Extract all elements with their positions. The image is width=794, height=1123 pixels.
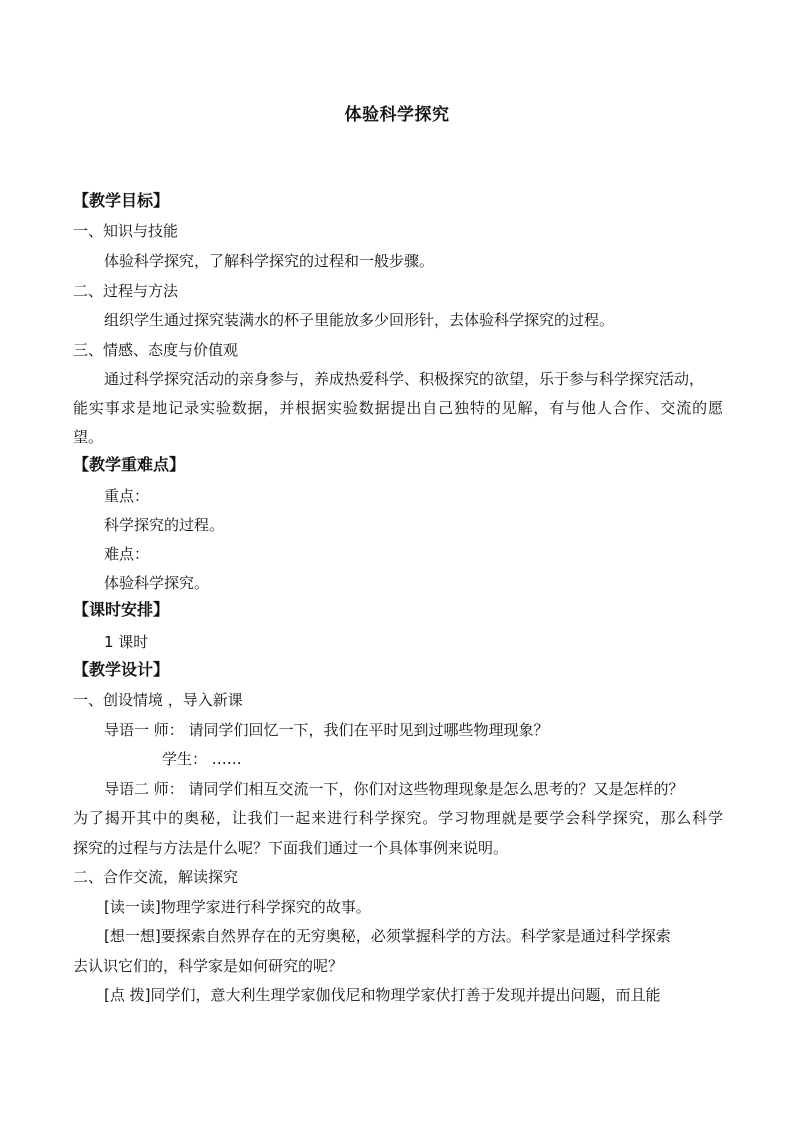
goal-knowledge-text: 体验科学探究，了解科学探究的过程和一般步骤。	[104, 252, 435, 270]
design-part-2-line-2: [想一想]要探索自然界存在的无穷奥秘，必须掌握科学的方法。科学家是通过科学探索	[104, 927, 671, 945]
design-part-2-line-1: [读一读]物理学家进行科学探究的故事。	[104, 898, 371, 916]
design-heading: 【教学设计】	[73, 660, 170, 679]
design-part-1-line-4: 为了揭开其中的奥秘，让我们一起来进行科学探究。学习物理就是要学会科学探究，那么科学	[73, 809, 723, 827]
difficult-point-label: 难点：	[104, 545, 150, 563]
design-part-1-line-2: 学生： ……	[162, 750, 242, 768]
design-part-1-title: 一、创设情境 ，导入新课	[73, 691, 243, 709]
goal-process-text: 组织学生通过探究装满水的杯子里能放多少回形针，去体验科学探究的过程。	[104, 311, 615, 329]
teaching-goals-heading: 【教学目标】	[73, 191, 170, 210]
goal-knowledge-title: 一、知识与技能	[73, 222, 179, 240]
key-point-text: 科学探究的过程。	[104, 516, 225, 534]
design-part-2-title: 二、合作交流，解读探究	[73, 868, 239, 886]
goal-attitude-line-2: 能实事求是地记录实验数据，并根据实验数据提出自己独特的见解，有与他人合作、交流的愿	[73, 399, 723, 417]
design-part-2-line-3: 去认识它们的，科学家是如何研究的呢？	[73, 957, 344, 975]
key-point-label: 重点：	[104, 487, 150, 505]
document-title: 体验科学探究	[344, 105, 450, 125]
design-part-1-line-1: 导语一 师： 请同学们回忆一下，我们在平时见到过哪些物理现象？	[104, 721, 549, 739]
schedule-text: 1 课时	[104, 633, 149, 651]
design-part-1-line-3: 导语二 师： 请同学们相互交流一下，你们对这些物理现象是怎么思考的？又是怎样的？	[104, 780, 684, 798]
goal-attitude-title: 三、情感、态度与价值观	[73, 341, 239, 359]
design-part-1-line-5: 探究的过程与方法是什么呢？下面我们通过一个具体事例来说明。	[73, 839, 509, 857]
schedule-heading: 【课时安排】	[73, 600, 170, 619]
key-difficult-heading: 【教学重难点】	[73, 455, 186, 474]
design-part-2-line-4: [点 拨]同学们，意大利生理学家伽伐尼和物理学家伏打善于发现并提出问题，而且能	[104, 986, 661, 1004]
difficult-point-text: 体验科学探究。	[104, 574, 210, 592]
goal-attitude-line-3: 望。	[73, 428, 104, 446]
goal-process-title: 二、过程与方法	[73, 282, 179, 300]
goal-attitude-line-1: 通过科学探究活动的亲身参与，养成热爱科学、积极探究的欲望，乐于参与科学探究活动，	[104, 370, 705, 388]
